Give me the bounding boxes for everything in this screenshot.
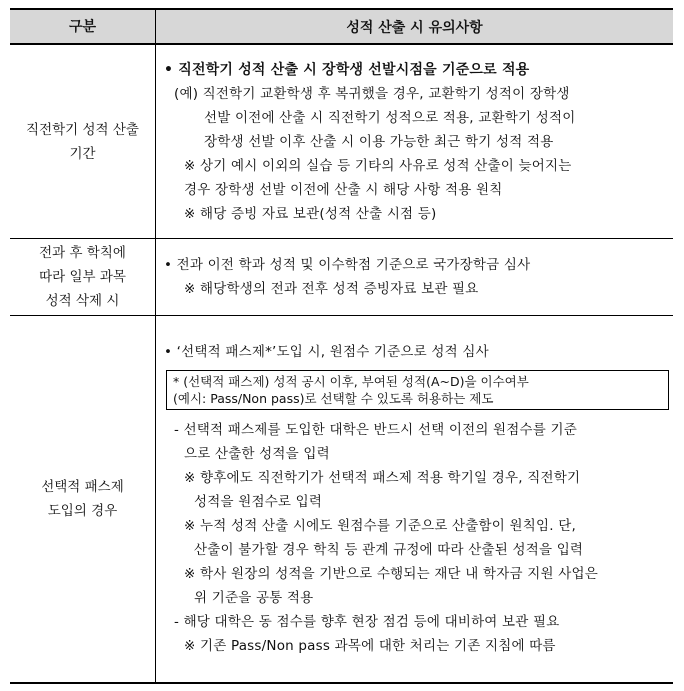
note-line: 산출이 불가할 경우 학칙 등 관계 규정에 따라 산출된 성적을 입력: [194, 542, 584, 558]
header-category: 구분: [10, 9, 156, 44]
note-line: ※ 누적 성적 산출 시에도 원점수를 기준으로 산출함이 원칙임. 단,: [184, 518, 576, 534]
bullet-line: • 전과 이전 학과 성적 및 이수학점 기준으로 국가장학금 심사: [164, 257, 531, 273]
note-line: 위 기준을 공통 적용: [194, 590, 314, 606]
bullet-line: • 직전학기 성적 산출 시 장학생 선발시점을 기준으로 적용: [164, 61, 530, 78]
row-notes: [156, 239, 674, 316]
header-notes: 성적 산출 시 유의사항: [156, 9, 674, 44]
guidelines-table: [10, 8, 673, 681]
example-line: (예) 직전학기 교환학생 후 복귀했을 경우, 교환학기 성적이 장학생: [174, 85, 570, 102]
row-notes: [156, 44, 674, 239]
dash-line: - 선택적 패스제를 도입한 대학은 반드시 선택 이전의 원점수를 기준: [174, 422, 577, 438]
note-line: ※ 해당 증빙 자료 보관(성적 산출 시점 등): [184, 205, 437, 222]
note-line: ※ 향후에도 직전학기가 선택적 패스제 적용 학기일 경우, 직전학기: [184, 470, 581, 486]
footnote-line: (예시: Pass/Non pass)로 선택할 수 있도록 허용하는 제도: [173, 391, 494, 406]
footnote-box: [166, 370, 669, 410]
note-line: 성적을 원점수로 입력: [194, 494, 323, 510]
example-line: 장학생 선발 이후 산출 시 이용 가능한 최근 학기 성적 적용: [204, 133, 554, 150]
bullet-line: • ‘선택적 패스제*’도입 시, 원점수 기준으로 성적 심사: [164, 344, 489, 360]
note-line: ※ 기존 Pass/Non pass 과목에 대한 처리는 기존 지침에 따름: [184, 638, 556, 654]
note-line: ※ 상기 예시 이외의 실습 등 기타의 사유로 성적 산출이 늦어지는: [184, 157, 572, 174]
example-line: 선발 이전에 산출 시 직전학기 성적으로 적용, 교환학기 성적이: [204, 109, 576, 126]
note-line: ※ 해당학생의 전과 전후 성적 증빙자료 보관 필요: [184, 281, 479, 297]
row-category: 전과 후 학칙에 따라 일부 과목 성적 삭제 시: [10, 239, 156, 316]
dash-line: - 해당 대학은 동 점수를 향후 현장 점검 등에 대비하여 보관 필요: [174, 614, 560, 630]
note-line: 경우 장학생 선발 이전에 산출 시 해당 사항 적용 원칙: [184, 181, 503, 198]
footnote-line: * (선택적 패스제) 성적 공시 이후, 부여된 성적(A~D)을 이수여부: [173, 374, 529, 389]
dash-line: 으로 산출한 성적을 입력: [184, 446, 330, 462]
table-row: [10, 239, 673, 316]
table-header-row: [10, 9, 673, 44]
row-category: 선택적 패스제 도입의 경우: [10, 316, 156, 684]
table-row: [10, 44, 673, 239]
row-category: 직전학기 성적 산출 기간: [10, 44, 156, 239]
note-line: ※ 학사 원장의 성적을 기반으로 수행되는 재단 내 학자금 지원 사업은: [184, 566, 598, 582]
row-notes: [156, 316, 674, 684]
table-row: [10, 316, 673, 684]
